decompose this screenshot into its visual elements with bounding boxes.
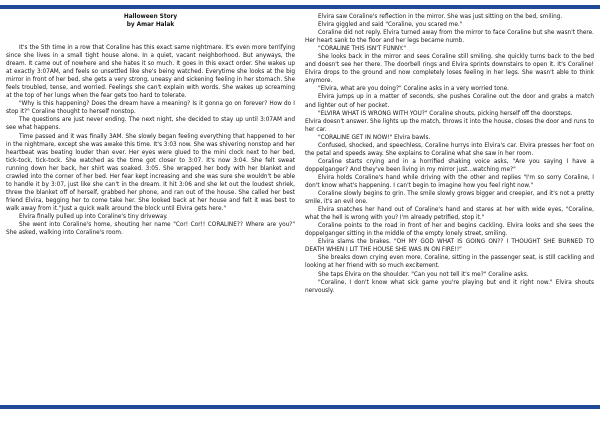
paragraph: "Elvira, what are you doing?" Coraline asks in a very worried tone.: [318, 86, 509, 93]
paragraph: Elvira saw Coraline's reflection in the mirror. She was just sitting on the bed, smiling.: [318, 14, 563, 20]
paragraph: Elvira holds Coraline's hand while driving with the other and replies "I'm so sorry Coraline, I don't know what's happening. I can't begin to imagine how you feel right now.": [305, 174, 594, 189]
paragraph: The questions are just never ending. The next night, she decided to stay up until 3:07AM and see what happens.: [6, 117, 295, 132]
paragraph: Elvira slams the brakes. "OH MY GOD WHAT IS GOING ON?? I THOUGHT SHE BURNED TO DEATH WHEN I LIT THE HOUSE SHE WAS IN ON FIRE!!": [305, 239, 594, 254]
left-page: [6, 13, 295, 403]
paragraph: She looks back in the mirror and sees Coraline still smiling. she quickly turns back to the bed and doesn't see her there. The doorbell rings and Elvira sprints downstairs to open it. It's Coraline! Elvira drops to the ground and now completely loses feeling in her legs. She wasn't able to think anymore.: [305, 54, 594, 85]
paragraph: Coraline did not reply. Elvira turned away from the mirror to face Coraline but she wasn't there. Her heart sank to the floor and her legs became numb.: [305, 30, 594, 45]
paragraph: Elvira finally pulled up into Coraline's tiny driveway.: [19, 213, 168, 220]
story-header: [6, 13, 295, 29]
paragraph: She went into Coraline's home, shouting her name "Cor! Cor!! CORALINE?? Where are you?" She asked, walking into Coraline's room.: [6, 222, 295, 237]
paragraph: Coraline slowly begins to grin. The smile slowly grows bigger and creepier, and it's not a pretty smile, it's an evil one.: [305, 191, 594, 206]
paragraph: Elvira doesn't answer. She lights up the match, throws it into the house, closes the door and runs to her car.: [305, 118, 594, 133]
paragraph: It's the 5th time in a row that Coraline has this exact same nightmare. It's even more terrifying since she lives in a small tight house alone. In a quiet, vacant neighborhood. But anyways, the dream. It came out of nowhere and she hates it so much. It goes in this exact order. She wakes up at exactly 3:07AM, and feels so unsettled like she's being watched. Everytime she looks at the big mirror in front of her bed, she gets a very strong, uneasy and sickening feeling in her stomach. She feels troubled, tense, and worried. Feelings she can't explain with words. She wakes up screaming at the top of her lungs when the fear gets too hard to tolerate.: [6, 45, 295, 100]
right-page: [305, 13, 594, 403]
paragraph: Elvira snatches her hand out of Coraline's hand and stares at her with wide eyes, "Coraline, what the hell is wrong with you? I'm already petrified, stop it.": [305, 207, 594, 222]
paragraph: She breaks down crying even more. Coraline, sitting in the passenger seat, is still cackling and looking at her friend with so much excitement.: [305, 255, 594, 270]
paragraph: "ELVIRA WHAT IS WRONG WITH YOU?" Coraline shouts, picking herself off the doorsteps.: [318, 110, 573, 117]
paragraph: "CORALINE THIS ISN'T FUNNY.": [318, 46, 407, 53]
paragraph: Time passed and it was finally 3AM. She slowly began feeling everything that happened to her in the nightmare, except she was awake this time. It's 3:03 now. She was shivering nonstop and her heartbeat was beating louder than ever. Her eyes were glued to the mini clock next to her bed, tick-tock, tick-tock. She watched as the time got closer to 3:07. It's now 3:04. She felt sweat running down her back, her shirt was soaked. 3:05. She wrapped her body with her blanket and crawled into the corner of her bed. Her fear kept increasing and she was sure she wouldn't be able to handle it by 3:07, just like she can't in the dream. It hit 3:06 and she let out the loudest shriek, threw the blanket off of herself, grabbed her phone, and ran out of the house. She called her best friend Elvira, begging her to come take her. She looked back at her house and felt it was best to walk away from it."Just a quick walk around the block until Elvira gets here.": [6, 133, 295, 212]
top-rule: [0, 5, 600, 9]
paragraph: Elvira jumps up in a matter of seconds, she pushes Coraline out the door and grabs a match and lighter out of her pocket.: [305, 94, 594, 109]
story-author: by Amar Halak: [126, 22, 175, 28]
paragraph: Coraline starts crying and in a horrified shaking voice asks, "Are you saying I have a doppelganger? And they've been living in my mirror just...watching me?": [305, 158, 594, 173]
paragraph: "Coraline, I don't know what sick game you're playing but end it right now." Elvira shouts nervously.: [305, 279, 594, 294]
story-title: Halloween Story: [123, 14, 178, 20]
paragraph: Confused, shocked, and speechless, Coraline hurrys into Elvira's car. Elvira presses her foot on the petal and speeds away. She explains to Coraline what she saw in her room.: [305, 142, 594, 157]
paragraph: "CORALINE GET IN NOW!" Elvira bawls.: [318, 134, 431, 141]
paragraph: Coraline points to the road in front of her and begins cackling. Elvira looks and she sees the doppelganger sitting in the middle of the empty lonely street, smiling.: [305, 223, 594, 238]
paragraph: Elvira giggled and said "Coraline, you scared me.": [318, 22, 463, 29]
paragraph: She taps Elvira on the shoulder. "Can you not tell it's me?" Coraline asks.: [318, 271, 529, 278]
bottom-rule: [0, 405, 600, 409]
paragraph: "Why is this happening? Does the dream have a meaning? Is it gonna go on forever? How do I stop it?" Coraline thought to herself nonstop.: [6, 101, 295, 116]
